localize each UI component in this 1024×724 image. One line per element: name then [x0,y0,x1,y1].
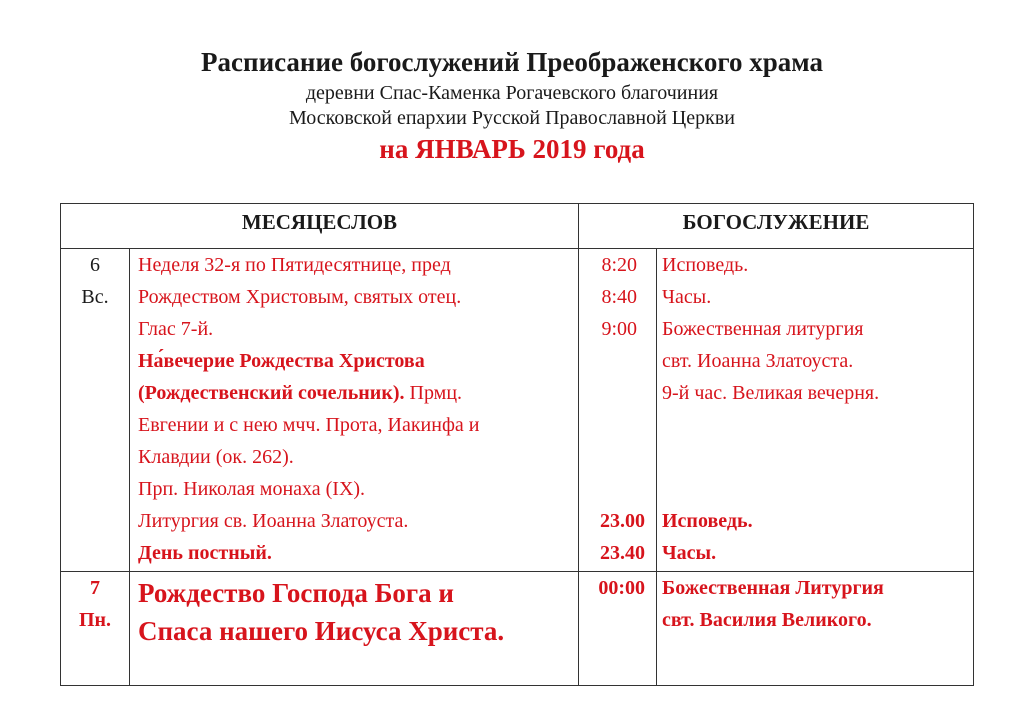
row2-day [61,572,129,636]
subtitle-diocese: Московской епархии Русской Православной Церкви [288,107,735,129]
subtitle-village: деревни Спас-Каменка Рогачевского благочиния [305,82,719,104]
service-line: Исповедь. [662,254,749,276]
feast-line: Спаса нашего Иисуса Христа. [138,616,505,646]
time-slot: 9:00 [601,318,637,340]
time-slot: 00:00 [598,577,645,599]
calendar-fragment: Прмц. [404,382,463,404]
service-line: Часы. [662,286,712,308]
service-line: 9-й час. Великая вечерня. [662,382,880,404]
row1-times-evening [579,505,645,569]
row1-services [662,249,970,409]
column-header-calendar: МЕСЯЦЕСЛОВ [241,210,398,234]
calendar-line: Неделя 32-я по Пятидесятнице, пред [138,254,451,276]
calendar-line-mixed [138,377,574,409]
page-title: Расписание богослужений Преображенского храма [201,47,823,77]
calendar-line: Евгении и с нею мчч. Прота, Иакинфа и [138,414,480,436]
service-line: свт. Василия Великого. [662,609,872,631]
service-line: Часы. [662,542,717,564]
column-header-service: БОГОСЛУЖЕНИЕ [682,210,870,234]
column-divider-day [129,248,130,685]
calendar-line: Прп. Николая монаха (IX). [138,478,366,500]
row2-day-name: Пн. [78,609,112,631]
row1-times [579,249,637,345]
time-slot: 8:40 [601,286,637,308]
calendar-line: Глас 7-й. [138,318,214,340]
calendar-line: День постный. [138,542,272,564]
service-line: Божественная литургия [662,318,864,340]
service-line: Исповедь. [662,510,753,532]
calendar-line: На́вечерие Рождества Христова [138,350,425,372]
time-slot: 23.40 [600,542,645,564]
row2-time [579,572,645,604]
row1-day-number: 6 [90,254,100,276]
row1-day-name: Вс. [81,286,109,308]
service-line: свт. Иоанна Златоуста. [662,350,854,372]
row2-day-number: 7 [90,577,100,599]
calendar-line: Литургия св. Иоанна Златоуста. [138,510,409,532]
schedule-table [60,203,974,686]
feast-line: Рождество Господа Бога и [138,578,454,608]
row1-calendar [138,249,574,569]
calendar-line: Клавдии (ок. 262). [138,446,294,468]
row1-day [61,249,129,313]
row2-feast [138,574,574,650]
column-divider-time [656,248,657,685]
calendar-line: Рождеством Христовым, святых отец. [138,286,462,308]
service-line: Божественная Литургия [662,577,884,599]
time-slot: 8:20 [601,254,637,276]
row1-services-evening [662,505,970,569]
calendar-fragment-bold: (Рождественский сочельник). [138,382,405,404]
row2-services [662,572,970,636]
time-slot: 23.00 [600,510,645,532]
month-heading: на ЯНВАРЬ 2019 года [379,134,645,164]
